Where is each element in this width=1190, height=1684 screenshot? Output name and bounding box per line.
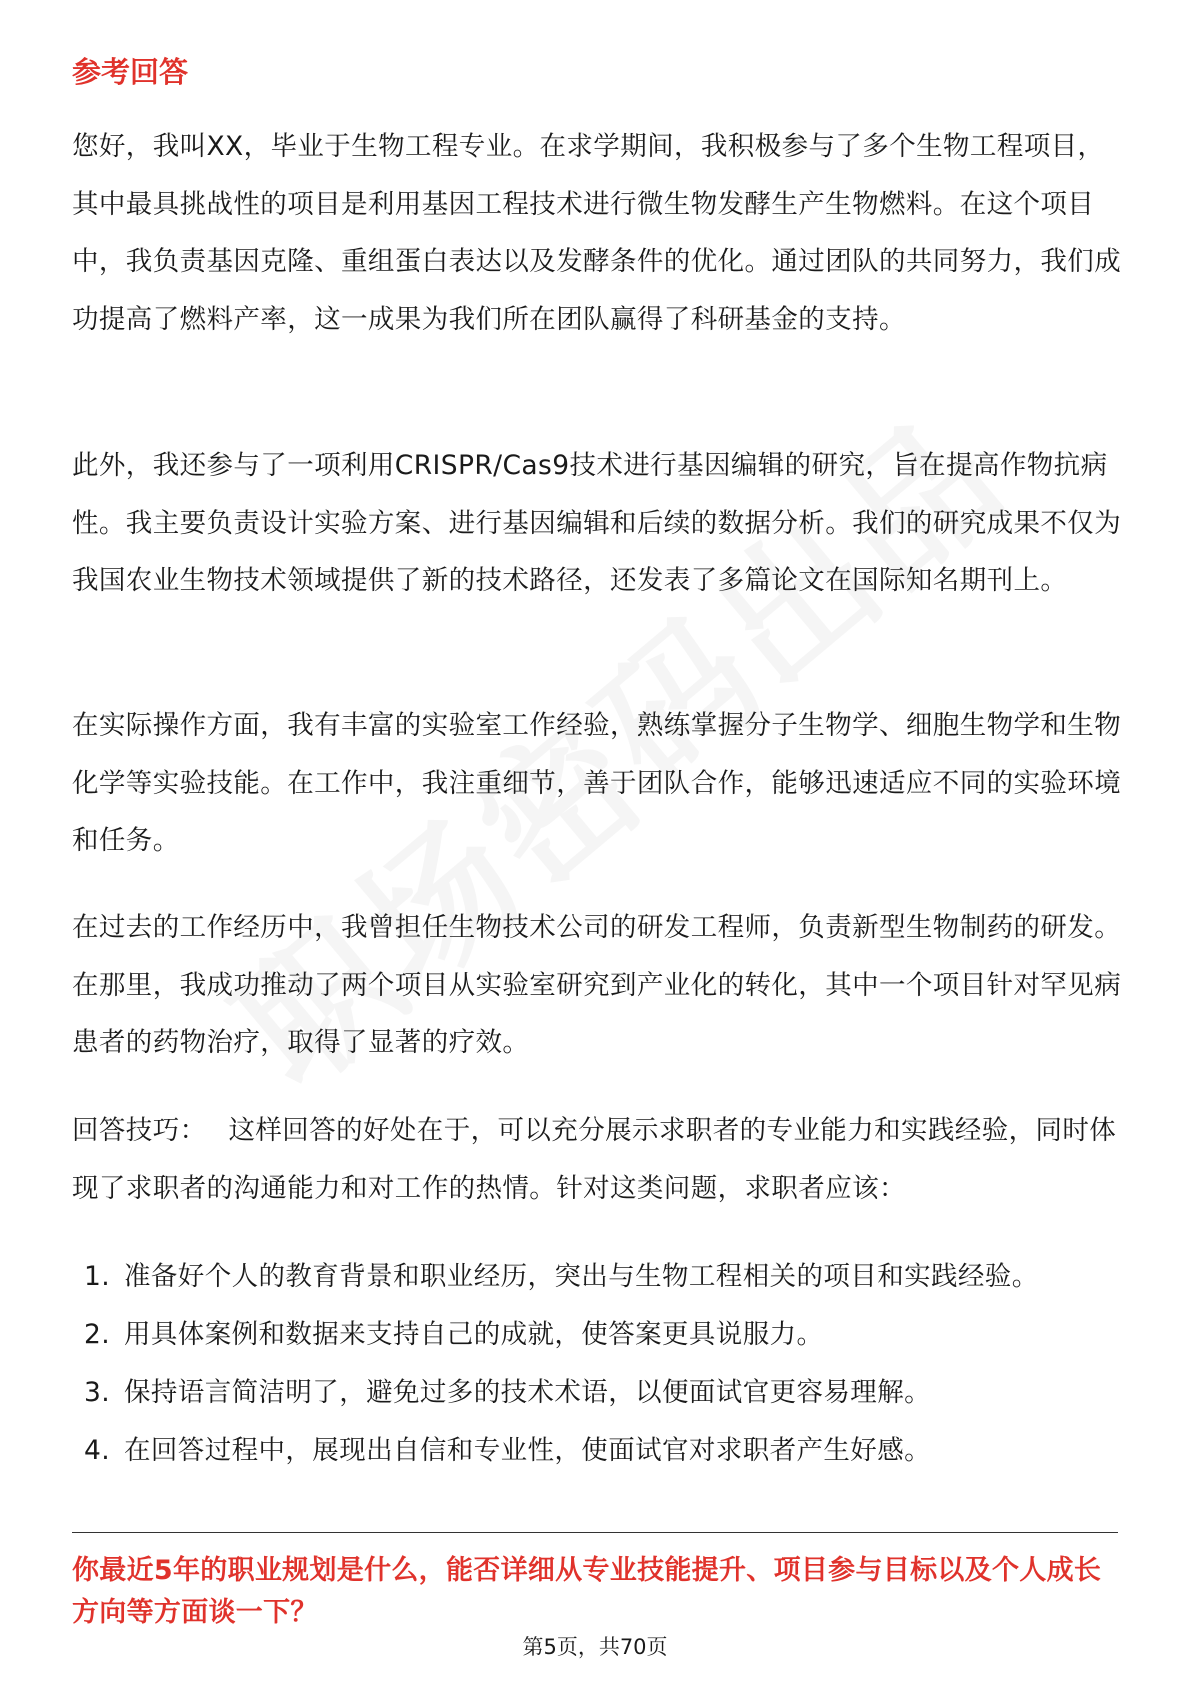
tips-paragraph (72, 1102, 1122, 1217)
next-question-heading: 你最近5年的职业规划是什么，能否详细从专业技能提升、项目参与目标以及个人成长方向等方面谈一下？ (72, 1555, 1102, 1628)
list-item (84, 1422, 1039, 1480)
tips-label: 回答技巧： (72, 1115, 207, 1146)
list-item-number: 3. (84, 1377, 111, 1408)
list-item-number: 1. (84, 1261, 111, 1292)
tips-text: 这样回答的好处在于，可以充分展示求职者的专业能力和实践经验，同时体现了求职者的沟通能力和对工作的热情。针对这类问题，求职者应该： (72, 1115, 1117, 1204)
list-item-text: 保持语言简洁明了，避免过多的技术术语，以便面试官更容易理解。 (124, 1377, 931, 1408)
list-item-text: 用具体案例和数据来支持自己的成就，使答案更具说服力。 (124, 1319, 824, 1350)
answer-paragraph-1: 您好，我叫XX，毕业于生物工程专业。在求学期间，我积极参与了多个生物工程项目，其中最具挑战性的项目是利用基因工程技术进行微生物发酵生产生物燃料。在这个项目中，我负责基因克隆、重组蛋白表达以及发酵条件的优化。通过团队的共同努力，我们成功提高了燃料产率，这一成果为我们所在团队赢得了科研基金的支持。 (72, 131, 1122, 335)
list-item-text: 在回答过程中，展现出自信和专业性，使面试官对求职者产生好感。 (124, 1435, 931, 1466)
list-item-text: 准备好个人的教育背景和职业经历，突出与生物工程相关的项目和实践经验。 (124, 1261, 1039, 1292)
list-item-number: 2. (84, 1319, 111, 1350)
section-title: 参考回答 (72, 55, 189, 89)
divider (72, 1532, 1118, 1533)
list-item (84, 1306, 1039, 1364)
answer-paragraph-2: 此外，我还参与了一项利用CRISPR/Cas9技术进行基因编辑的研究，旨在提高作物抗病性。我主要负责设计实验方案、进行基因编辑和后续的数据分析。我们的研究成果不仅为我国农业生物技术领域提供了新的技术路径，还发表了多篇论文在国际知名期刊上。 (72, 450, 1122, 596)
tips-list (84, 1248, 1039, 1480)
answer-paragraph-3: 在实际操作方面，我有丰富的实验室工作经验，熟练掌握分子生物学、细胞生物学和生物化学等实验技能。在工作中，我注重细节，善于团队合作，能够迅速适应不同的实验环境和任务。 (72, 710, 1122, 856)
list-item-number: 4. (84, 1435, 111, 1466)
list-item (84, 1364, 1039, 1422)
page-footer: 第5页，共70页 (522, 1635, 668, 1659)
answer-paragraph-4: 在过去的工作经历中，我曾担任生物技术公司的研发工程师，负责新型生物制药的研发。在那里，我成功推动了两个项目从实验室研究到产业化的转化，其中一个项目针对罕见病患者的药物治疗，取得了显著的疗效。 (72, 912, 1122, 1058)
list-item (84, 1248, 1039, 1306)
